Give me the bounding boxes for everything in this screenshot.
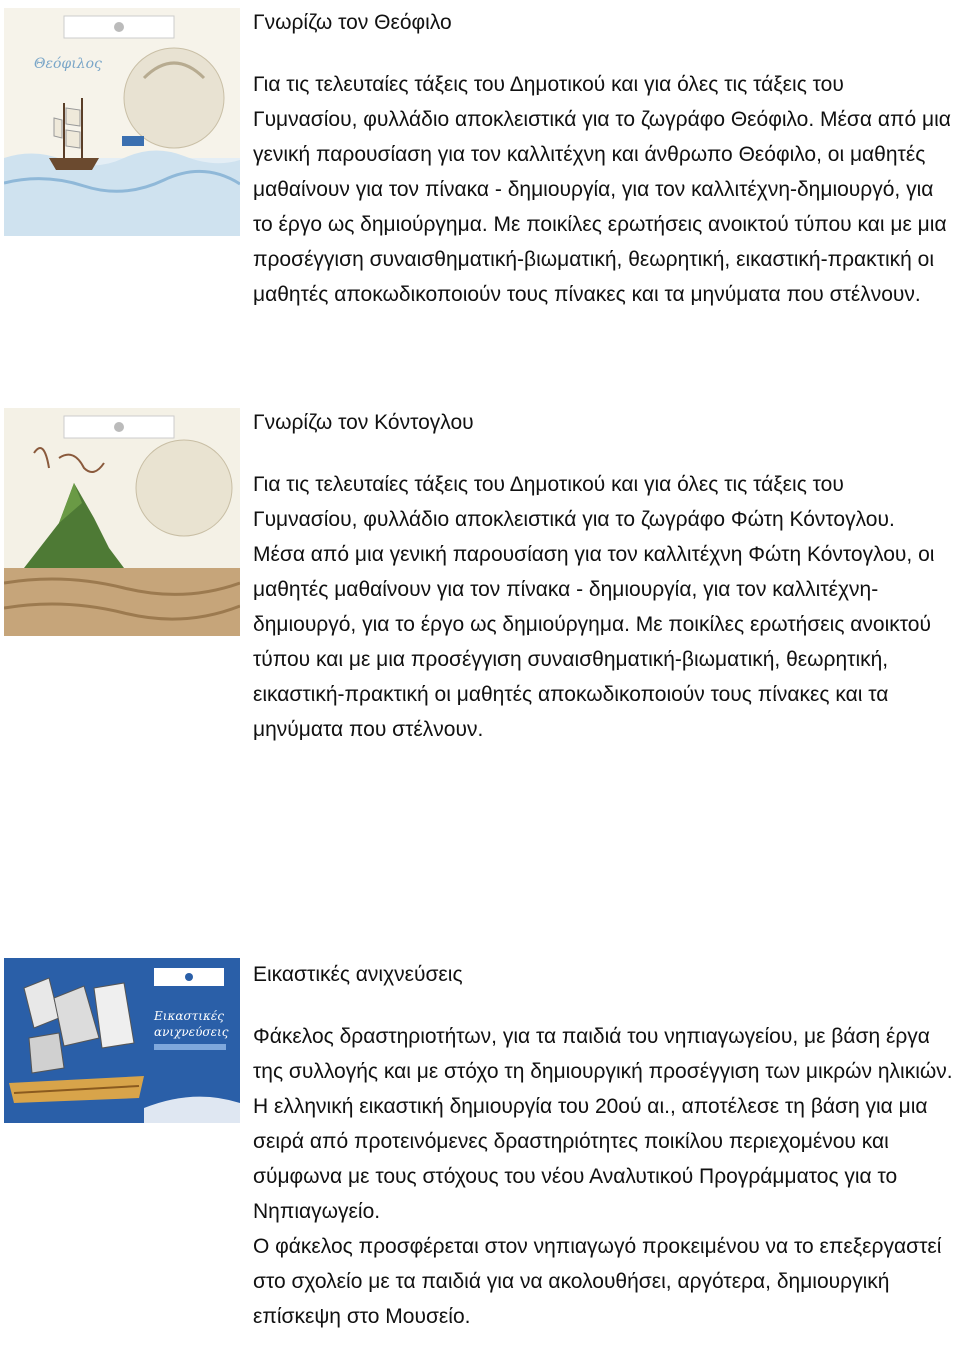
svg-text:ανιχνεύσεις: ανιχνεύσεις (154, 1025, 229, 1039)
item-title: Γνωρίζω τον Κόντογλου (253, 411, 474, 434)
svg-text:Θεόφιλος: Θεόφιλος (34, 56, 102, 72)
theofilos-cover-image (4, 8, 240, 236)
eikastikes-cover-image (4, 958, 240, 1123)
kontoglou-cover-image (4, 408, 240, 636)
item-title: Γνωρίζω τον Θεόφιλο (253, 11, 452, 34)
item-description: Φάκελος δραστηριοτήτων, για τα παιδιά του νηπιαγωγείου, με βάση έργα της συλλογής και με στόχο τη δημιουργική προσέγγιση των μικρών ηλικιών. Η ελληνική εικαστική δημιουργία του 20ού αι., αποτέλεσε τη βάση για μια σειρά από προτεινόμενες δραστηριότητες ποικίλου περιεχομένου και σύμφωνα με τους στόχους του νέου Αναλυτικού Προγράμματος για το Νηπιαγωγείο. Ο φάκελος προσφέρεται στον νηπιαγωγό προκειμένου να το επεξεργαστεί στο σχολείο με τα παιδιά για να ακολουθήσει, αργότερα, δημιουργική επίσκεψη στο Μουσείο. (253, 1025, 953, 1328)
item-title: Εικαστικές ανιχνεύσεις (253, 963, 463, 986)
theofilos-text (253, 5, 953, 312)
eikastikes-text (253, 957, 953, 1334)
svg-text:Εικαστικές: Εικαστικές (154, 1009, 225, 1023)
item-description: Για τις τελευταίες τάξεις του Δημοτικού και για όλες τις τάξεις του Γυμνασίου, φυλλάδιο αποκλειστικά για το ζωγράφο Θεόφιλο. Μέσα από μια γενική παρουσίαση για τον καλλιτέχνη και άνθρωπο Θεόφιλο, οι μαθητές μαθαίνουν για τον πίνακα - δημιουργία, για τον καλλιτέχνη-δημιουργό, για το έργο ως δημιούργημα. Με ποικίλες ερωτήσεις ανοικτού τύπου και με μια προσέγγιση συναισθηματική-βιωματική, θεωρητική, εικαστική-πρακτική οι μαθητές αποκωδικοποιούν τους πίνακες και τα μηνύματα που στέλνουν. (253, 73, 951, 306)
kontoglou-text (253, 405, 953, 747)
item-description: Για τις τελευταίες τάξεις του Δημοτικού και για όλες τις τάξεις του Γυμνασίου, φυλλάδιο αποκλειστικά για το ζωγράφο Φώτη Κόντογλου. Μέσα από μια γενική παρουσίαση για τον καλλιτέχνη Φώτη Κόντογλου, οι μαθητές μαθαίνουν για τον πίνακα - δημιουργία, για τον καλλιτέχνη-δημιουργό, για το έργο ως δημιούργημα. Με ποικίλες ερωτήσεις ανοικτού τύπου και με μια προσέγγιση συναισθηματική-βιωματική, θεωρητική, εικαστική-πρακτική οι μαθητές αποκωδικοποιούν τους πίνακες και τα μηνύματα που στέλνουν. (253, 473, 935, 741)
